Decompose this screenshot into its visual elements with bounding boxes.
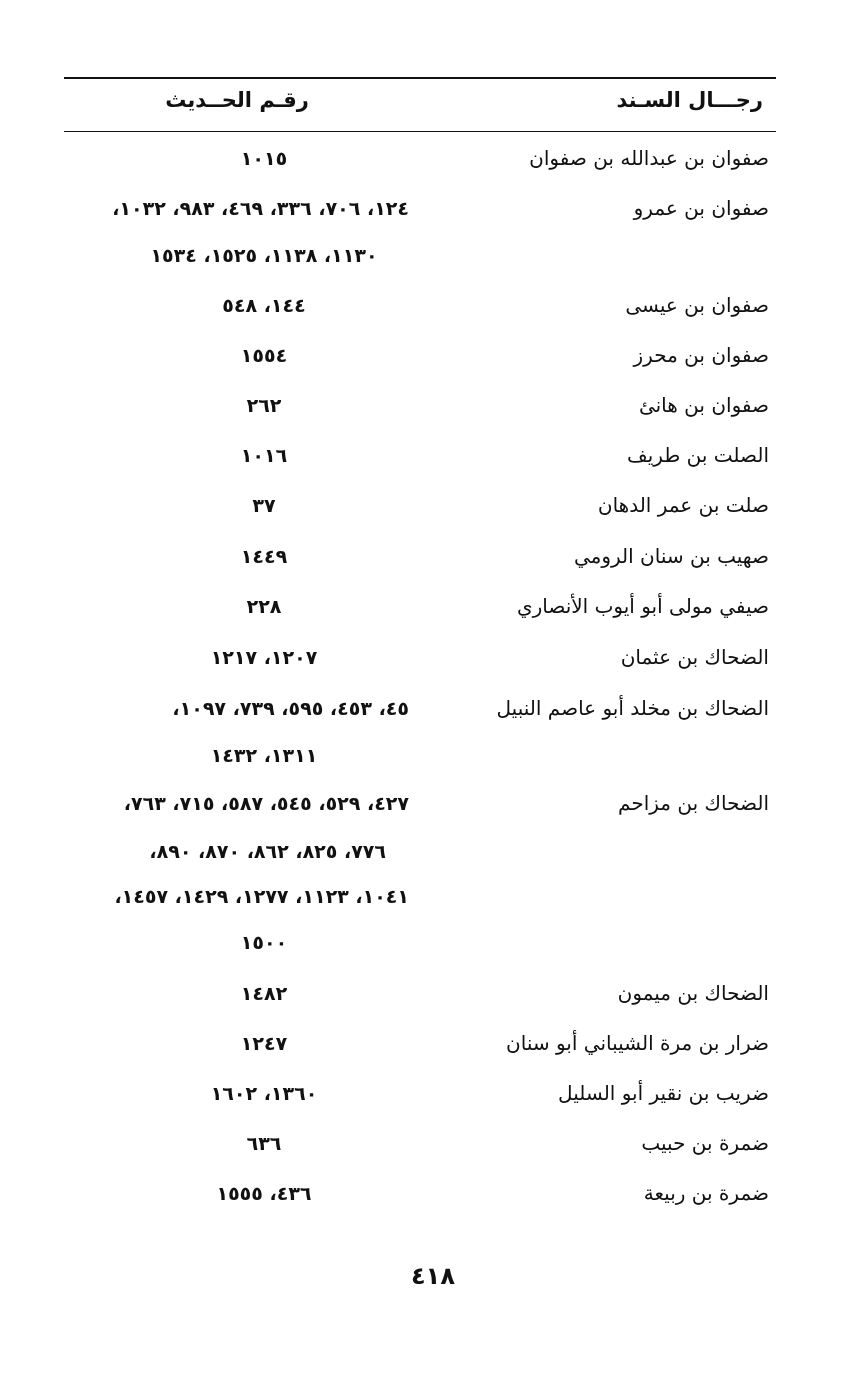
narrator-name: صهيب بن سنان الرومي bbox=[573, 544, 769, 568]
header-rule bbox=[64, 131, 776, 132]
hadith-numbers: ٢٦٢ bbox=[246, 395, 282, 417]
list-item bbox=[64, 1031, 776, 1067]
hadith-numbers: ٢٢٨ bbox=[246, 596, 282, 618]
narrator-name: الضحاك بن مخلد أبو عاصم النبيل bbox=[496, 696, 769, 720]
hadith-numbers: ٤٣٦، ١٥٥٥ bbox=[216, 1183, 312, 1205]
hadith-numbers: ١٥٥٤ bbox=[240, 345, 288, 367]
narrator-name: صفوان بن هانئ bbox=[638, 393, 769, 417]
list-item bbox=[64, 1131, 776, 1167]
list-item bbox=[64, 1081, 776, 1117]
page-number: ٤١٨ bbox=[411, 1262, 455, 1290]
hadith-numbers: ٣٧ bbox=[252, 495, 276, 517]
narrator-name: ضمرة بن ربيعة bbox=[643, 1181, 769, 1205]
hadith-numbers: ١٣٦٠، ١٦٠٢ bbox=[210, 1083, 318, 1105]
narrator-name: ضمرة بن حبيب bbox=[641, 1131, 769, 1155]
list-item bbox=[64, 696, 776, 732]
list-item bbox=[64, 981, 776, 1017]
narrator-name: ضريب بن نقير أبو السليل bbox=[558, 1081, 769, 1105]
narrator-name: الصلت بن طريف bbox=[627, 443, 769, 467]
narrator-name: ضرار بن مرة الشيباني أبو سنان bbox=[506, 1031, 769, 1055]
hadith-numbers: ١٢٤، ٧٠٦، ٣٣٦، ٤٦٩، ٩٨٣، ١٠٣٢، bbox=[112, 198, 409, 220]
narrator-name: صفوان بن عبدالله بن صفوان bbox=[529, 146, 769, 170]
list-item-continuation bbox=[64, 743, 776, 779]
list-item bbox=[64, 343, 776, 379]
hadith-numbers: ١٤٨٢ bbox=[240, 983, 288, 1005]
hadith-numbers: ١٠١٦ bbox=[240, 445, 288, 467]
hadith-numbers: ١٣١١، ١٤٣٢ bbox=[210, 745, 318, 767]
hadith-numbers: ٧٧٦، ٨٢٥، ٨٦٢، ٨٧٠، ٨٩٠، bbox=[149, 841, 386, 863]
list-item bbox=[64, 196, 776, 232]
narrators-column-header: رجـــال السـند bbox=[616, 88, 763, 112]
narrator-name: الضحاك بن مزاحم bbox=[618, 791, 769, 815]
hadith-numbers: ١٢٠٧، ١٢١٧ bbox=[210, 647, 318, 669]
list-item-continuation bbox=[64, 884, 776, 920]
narrator-name: صيفي مولى أبو أيوب الأنصاري bbox=[516, 594, 769, 618]
hadith-numbers: ١٥٠٠ bbox=[240, 932, 288, 954]
top-rule bbox=[64, 77, 776, 79]
narrator-name: صفوان بن عيسى bbox=[625, 293, 769, 317]
list-item-continuation bbox=[64, 930, 776, 966]
list-item bbox=[64, 645, 776, 681]
hadith-number-column-header: رقـم الحــديث bbox=[165, 88, 309, 112]
list-item bbox=[64, 544, 776, 580]
narrator-name: الضحاك بن ميمون bbox=[617, 981, 769, 1005]
hadith-numbers: ١٤٤، ٥٤٨ bbox=[222, 295, 306, 317]
hadith-numbers: ٦٣٦ bbox=[246, 1133, 282, 1155]
hadith-numbers: ٤٥، ٤٥٣، ٥٩٥، ٧٣٩، ١٠٩٧، bbox=[172, 698, 409, 720]
hadith-numbers: ١٠٤١، ١١٢٣، ١٢٧٧، ١٤٢٩، ١٤٥٧، bbox=[114, 886, 409, 908]
list-item bbox=[64, 146, 776, 182]
list-item bbox=[64, 443, 776, 479]
hadith-numbers: ١٠١٥ bbox=[240, 148, 288, 170]
list-item bbox=[64, 493, 776, 529]
narrator-name: صلت بن عمر الدهان bbox=[597, 493, 769, 517]
hadith-numbers: ٤٢٧، ٥٢٩، ٥٤٥، ٥٨٧، ٧١٥، ٧٦٣، bbox=[123, 793, 409, 815]
narrator-name: الضحاك بن عثمان bbox=[620, 645, 769, 669]
list-item-continuation bbox=[64, 839, 776, 875]
hadith-numbers: ١٢٤٧ bbox=[240, 1033, 288, 1055]
list-item bbox=[64, 1181, 776, 1217]
list-item bbox=[64, 594, 776, 630]
list-item-continuation bbox=[64, 243, 776, 279]
list-item bbox=[64, 293, 776, 329]
list-item bbox=[64, 791, 776, 827]
narrator-name: صفوان بن عمرو bbox=[633, 196, 769, 220]
narrator-name: صفوان بن محرز bbox=[633, 343, 769, 367]
list-item bbox=[64, 393, 776, 429]
hadith-numbers: ١٤٤٩ bbox=[240, 546, 288, 568]
hadith-numbers: ١١٣٠، ١١٣٨، ١٥٢٥، ١٥٣٤ bbox=[150, 245, 378, 267]
